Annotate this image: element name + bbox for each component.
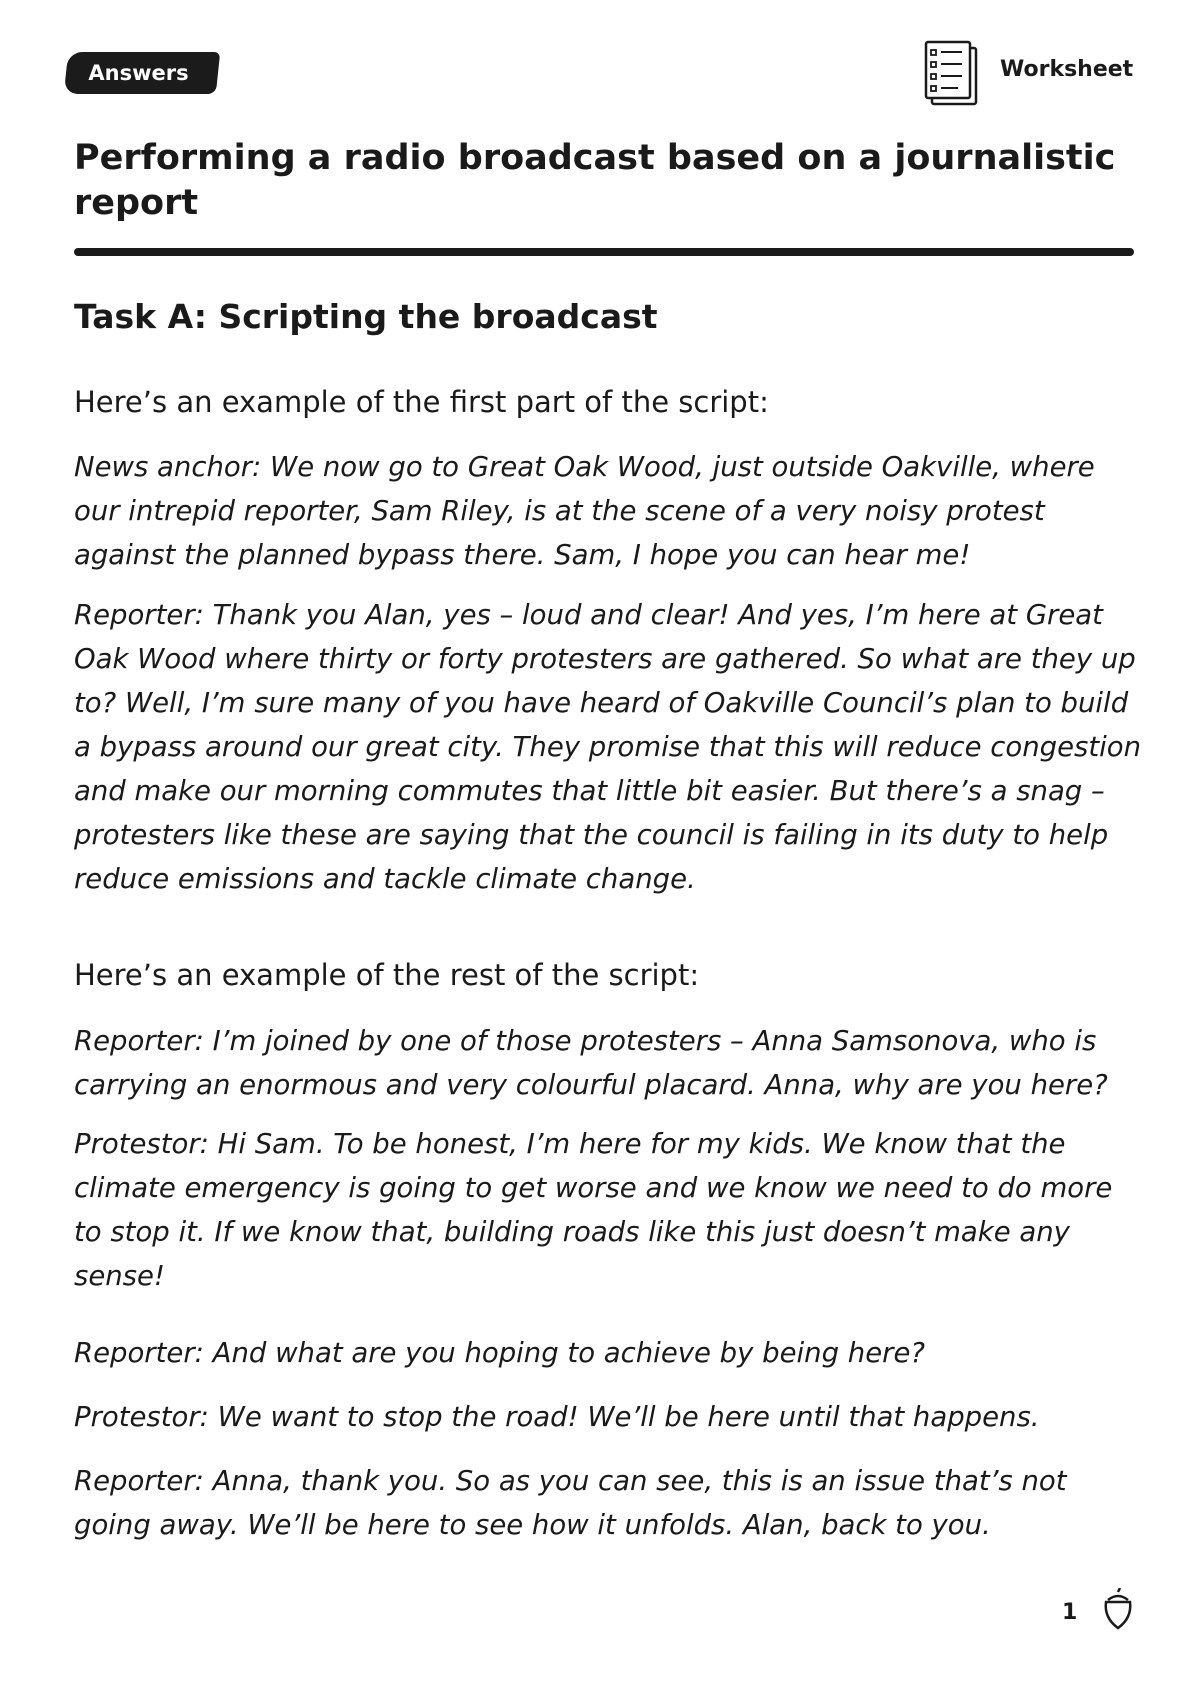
- script-line-reporter-closing: Reporter: Anna, thank you. So as you can see, this is an issue that’s not going away. We’ll be here to see how it unfolds. Alan, back to you.: [74, 1465, 1067, 1541]
- answers-badge-label: Answers: [88, 61, 189, 85]
- script-line-reporter-joined: Reporter: I’m joined by one of those protesters – Anna Samsonova, who is carrying an enormous and very colourful placard. Anna, why are you here?: [74, 1025, 1108, 1101]
- first-part-intro: Here’s an example of the first part of the script:: [74, 385, 769, 419]
- rest-part-intro: Here’s an example of the rest of the script:: [74, 958, 700, 992]
- page-title: Performing a radio broadcast based on a journalistic report: [74, 138, 1116, 223]
- acorn-icon: [1100, 1588, 1136, 1632]
- worksheet-list-icon: [922, 40, 986, 110]
- script-line-protestor-kids: Protestor: Hi Sam. To be honest, I’m here for my kids. We know that the climate emergency is going to get worse and we know we need to do more to stop it. If we know that, building roads like this just doesn’t make any sense!: [74, 1128, 1113, 1292]
- script-line-reporter-intro: Reporter: Thank you Alan, yes – loud and clear! And yes, I’m here at Great Oak Wood where thirty or forty protesters are gathered. So what are they up to? Well, I’m sure many of you have heard of Oakville Council’s plan to build a bypass around our great city. They promise that this will reduce congestion and make our morning commutes that little bit easier. But there’s a snag – protesters like these are saying that the council is failing in its duty to help reduce emissions and tackle climate change.: [74, 599, 1142, 895]
- worksheet-label: Worksheet: [1000, 57, 1134, 82]
- script-line-reporter-hoping: Reporter: And what are you hoping to achieve by being here?: [74, 1337, 925, 1369]
- script-line-protestor-stop: Protestor: We want to stop the road! We’ll be here until that happens.: [74, 1401, 1040, 1433]
- task-a-heading: Task A: Scripting the broadcast: [74, 297, 658, 336]
- title-divider: [74, 248, 1134, 256]
- script-line-news-anchor: News anchor: We now go to Great Oak Wood, just outside Oakville, where our intrepid reporter, Sam Riley, is at the scene of a very noisy protest against the planned bypass there. Sam, I hope you can hear me!: [74, 451, 1095, 571]
- page-number: 1: [1062, 1600, 1078, 1625]
